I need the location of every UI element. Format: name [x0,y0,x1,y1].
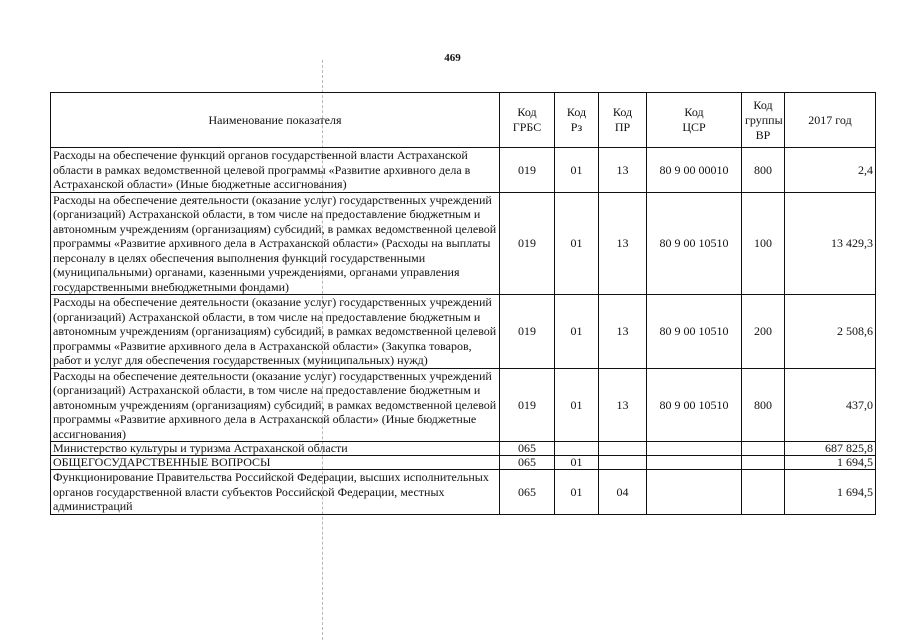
row-pr: 13 [599,148,647,193]
row-vr: 200 [742,295,785,369]
row-pr [599,442,647,456]
row-name: Расходы на обеспечение функций органов государственной власти Астраханской области в рамках ведомственной целевой программы «Развитие архивного дела в Астраханской области» (Иные бюджетные ассигнования) [51,148,500,193]
table-row [51,295,876,369]
row-grbs: 065 [500,442,555,456]
row-vr: 800 [742,148,785,193]
row-pr: 13 [599,295,647,369]
row-rz [555,442,599,456]
row-rz: 01 [555,470,599,515]
row-amount: 13 429,3 [785,192,876,295]
row-vr [742,456,785,470]
table-row [51,148,876,193]
header-name: Наименование показателя [51,93,500,148]
row-name: ОБЩЕГОСУДАРСТВЕННЫЕ ВОПРОСЫ [51,456,500,470]
row-amount: 2,4 [785,148,876,193]
row-csr [647,456,742,470]
row-pr [599,456,647,470]
row-name: Расходы на обеспечение деятельности (оказание услуг) государственных учреждений (организаций) Астраханской области, в том числе на предоставление бюджетным и автономным учреждениям (организациям) субсидий, в рамках ведомственной целевой программы «Развитие архивного дела в Астраханской области» (Иные бюджетные ассигнования) [51,368,500,442]
row-csr: 80 9 00 10510 [647,192,742,295]
row-rz: 01 [555,148,599,193]
row-pr: 13 [599,368,647,442]
row-csr: 80 9 00 10510 [647,295,742,369]
row-grbs: 065 [500,470,555,515]
row-pr: 04 [599,470,647,515]
row-csr: 80 9 00 00010 [647,148,742,193]
row-grbs: 019 [500,368,555,442]
header-year: 2017 год [785,93,876,148]
row-rz: 01 [555,192,599,295]
row-amount: 437,0 [785,368,876,442]
row-csr [647,470,742,515]
row-vr [742,442,785,456]
row-rz: 01 [555,456,599,470]
row-amount: 1 694,5 [785,470,876,515]
row-grbs: 019 [500,295,555,369]
header-grbs: Код ГРБС [500,93,555,148]
header-rz: Код Рз [555,93,599,148]
row-amount: 2 508,6 [785,295,876,369]
header-vr: Код группы ВР [742,93,785,148]
table-row [51,470,876,515]
header-row [51,93,876,148]
table-row [51,456,876,470]
page-number: 469 [444,52,461,64]
row-name: Расходы на обеспечение деятельности (оказание услуг) государственных учреждений (организаций) Астраханской области, в том числе на предоставление бюджетным и автономным учреждениям (организациям) субсидий, в рамках ведомственной целевой программы «Развитие архивного дела в Астраханской области» (Закупка товаров, работ и услуг для обеспечения государственных (муниципальных) нужд) [51,295,500,369]
row-vr [742,470,785,515]
row-pr: 13 [599,192,647,295]
row-amount: 687 825,8 [785,442,876,456]
row-csr: 80 9 00 10510 [647,368,742,442]
table-row [51,192,876,295]
table-row [51,368,876,442]
row-grbs: 019 [500,148,555,193]
header-pr: Код ПР [599,93,647,148]
row-grbs: 065 [500,456,555,470]
row-vr: 800 [742,368,785,442]
budget-table [50,92,876,515]
header-csr: Код ЦСР [647,93,742,148]
row-name: Функционирование Правительства Российской Федерации, высших исполнительных органов государственной власти субъектов Российской Федерации, местных администраций [51,470,500,515]
row-rz: 01 [555,368,599,442]
row-name: Министерство культуры и туризма Астраханской области [51,442,500,456]
table-row [51,442,876,456]
row-csr [647,442,742,456]
row-rz: 01 [555,295,599,369]
row-grbs: 019 [500,192,555,295]
row-amount: 1 694,5 [785,456,876,470]
row-name: Расходы на обеспечение деятельности (оказание услуг) государственных учреждений (организаций) Астраханской области, в том числе на предоставление бюджетным и автономным учреждениям (организациям) субсидий, в рамках ведомственной целевой программы «Развитие архивного дела в Астраханской области» (Расходы на выплаты персоналу в целях обеспечения выполнения функций государственными (муниципальными) органами, казенными учреждениями, органами управления государственными внебюджетными фондами) [51,192,500,295]
row-vr: 100 [742,192,785,295]
